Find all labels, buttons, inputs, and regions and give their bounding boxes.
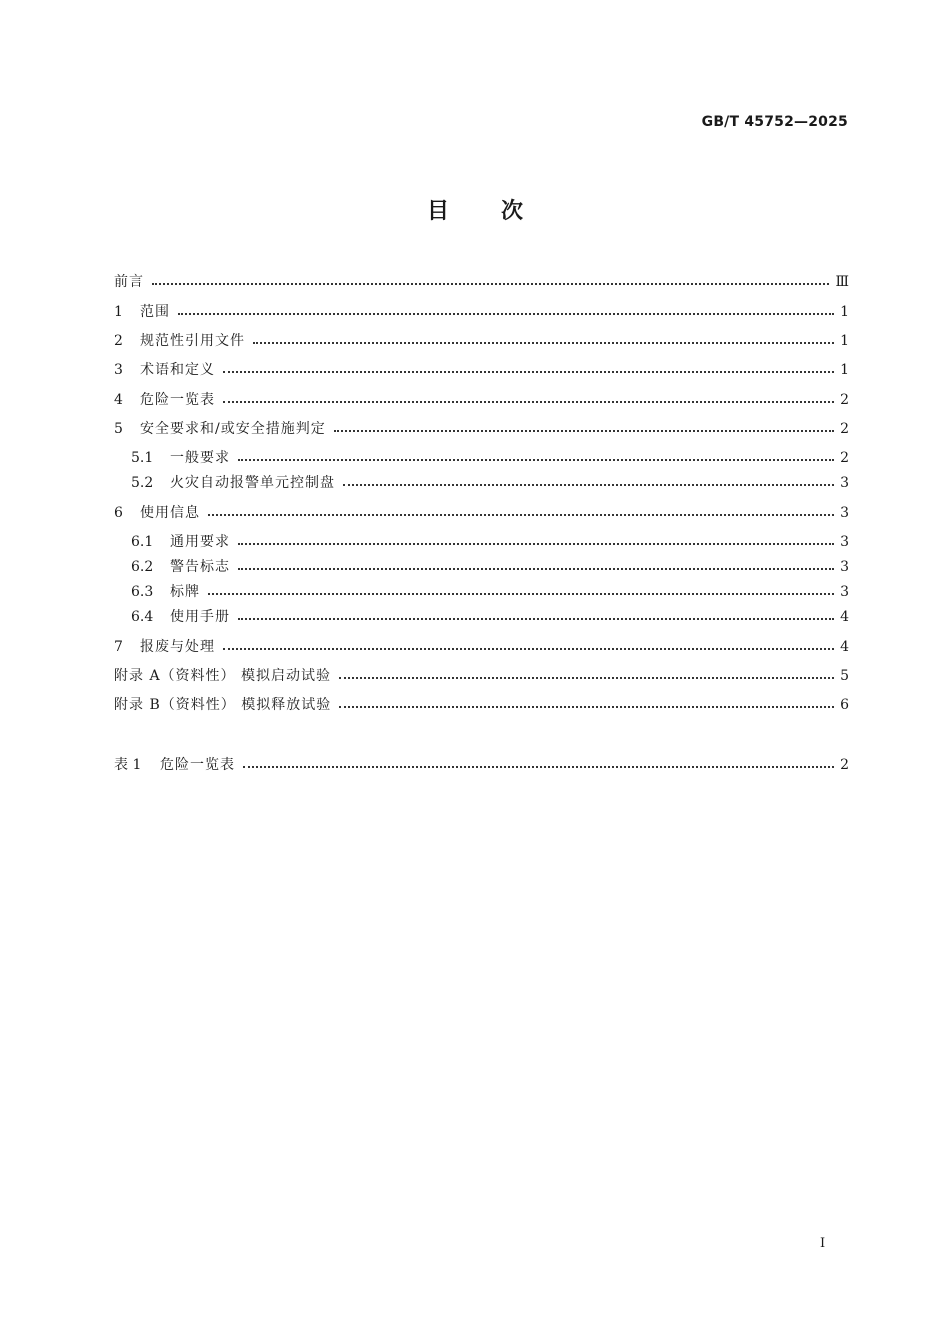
toc-entry-user-manual[interactable] (131, 605, 849, 629)
toc-entry-page: 4 (840, 639, 849, 655)
toc-entry-label: 标牌 (170, 584, 200, 600)
toc-entry-label: 通用要求 (170, 534, 230, 550)
toc-entry-label: 报废与处理 (140, 639, 215, 655)
toc-leader-dots (339, 698, 834, 712)
toc-leader-dots (208, 506, 834, 520)
toc-entry-page: 1 (840, 304, 849, 320)
toc-entry-disposal[interactable] (114, 635, 849, 659)
toc-entry-label: 规范性引用文件 (140, 333, 245, 349)
toc-entry-page: 5 (840, 668, 849, 684)
toc-entry-label: 术语和定义 (140, 362, 215, 378)
standard-number: GB/T 45752—2025 (701, 114, 848, 130)
toc-entry-page: 2 (840, 421, 849, 437)
toc-leader-dots (343, 476, 834, 490)
toc-entry-page: Ⅲ (835, 274, 849, 290)
toc-entry-page: 1 (840, 333, 849, 349)
toc-leader-dots (178, 305, 834, 319)
toc-entry-label: 前言 (114, 274, 144, 290)
toc-leader-dots (243, 758, 834, 772)
toc-entry-table-1[interactable] (114, 753, 849, 777)
toc-leader-dots (223, 640, 834, 654)
toc-entry-number: 1 (114, 304, 123, 320)
toc-leader-dots (238, 610, 834, 624)
toc-entry-page: 3 (840, 534, 849, 550)
toc-entry-number: 5 (114, 421, 123, 437)
toc-entry-number: 6.1 (131, 534, 154, 550)
toc-entry-page: 3 (840, 559, 849, 575)
toc-entry-label: 使用信息 (140, 505, 200, 521)
toc-leader-dots (208, 585, 834, 599)
toc-entry-number: 表 1 (114, 757, 142, 773)
toc-entry-information-for-use[interactable] (114, 501, 849, 525)
toc-entry-fire-alarm-control-panel[interactable] (131, 471, 849, 495)
page-number: I (820, 1236, 826, 1251)
toc-entry-page: 6 (840, 697, 849, 713)
toc-entry-scope[interactable] (114, 300, 849, 324)
toc-entry-label: 附录 B（资料性） 模拟释放试验 (114, 697, 332, 713)
toc-entry-number: 4 (114, 392, 123, 408)
toc-entry-label: 安全要求和/或安全措施判定 (140, 421, 326, 437)
toc-entry-page: 2 (840, 757, 849, 773)
toc-entry-number: 2 (114, 333, 123, 349)
toc-entry-number: 6.3 (131, 584, 154, 600)
toc-entry-number: 5.2 (131, 475, 154, 491)
toc-leader-dots (238, 451, 834, 465)
toc-entry-page: 2 (840, 450, 849, 466)
toc-entry-label: 一般要求 (170, 450, 230, 466)
toc-leader-dots (238, 535, 834, 549)
toc-entry-hazard-list[interactable] (114, 388, 849, 412)
toc-entry-terms-definitions[interactable] (114, 358, 849, 382)
toc-entry-label: 附录 A（资料性） 模拟启动试验 (114, 668, 332, 684)
toc-entry-general-requirements[interactable] (131, 446, 849, 470)
toc-leader-dots (253, 334, 834, 348)
toc-entry-label: 使用手册 (170, 609, 230, 625)
toc-entry-label: 警告标志 (170, 559, 230, 575)
toc-entry-page: 3 (840, 584, 849, 600)
toc-leader-dots (223, 363, 834, 377)
toc-entry-page: 3 (840, 505, 849, 521)
toc-entry-page: 4 (840, 609, 849, 625)
toc-entry-number: 7 (114, 639, 123, 655)
toc-entry-foreword[interactable] (114, 270, 849, 294)
toc-entry-nameplate[interactable] (131, 580, 849, 604)
toc-entry-number: 5.1 (131, 450, 154, 466)
toc-entry-safety-requirements[interactable] (114, 417, 849, 441)
toc-entry-warning-signs[interactable] (131, 555, 849, 579)
toc-leader-dots (238, 560, 834, 574)
toc-leader-dots (152, 275, 829, 289)
toc-entry-normative-references[interactable] (114, 329, 849, 353)
toc-entry-number: 6.2 (131, 559, 154, 575)
toc-entry-common-requirements[interactable] (131, 530, 849, 554)
toc-leader-dots (223, 393, 834, 407)
toc-entry-page: 2 (840, 392, 849, 408)
toc-entry-annex-b[interactable] (114, 693, 849, 717)
page-title: 目次 (426, 199, 575, 224)
toc-entry-page: 3 (840, 475, 849, 491)
toc-entry-label: 危险一览表 (160, 757, 235, 773)
toc-entry-number: 6 (114, 505, 123, 521)
toc-leader-dots (339, 669, 834, 683)
toc-entry-number: 3 (114, 362, 123, 378)
toc-leader-dots (334, 422, 834, 436)
toc-entry-label: 火灾自动报警单元控制盘 (170, 475, 335, 491)
toc-entry-label: 危险一览表 (140, 392, 215, 408)
toc-entry-label: 范围 (140, 304, 170, 320)
toc-entry-number: 6.4 (131, 609, 154, 625)
toc-entry-page: 1 (840, 362, 849, 378)
toc-entry-annex-a[interactable] (114, 664, 849, 688)
